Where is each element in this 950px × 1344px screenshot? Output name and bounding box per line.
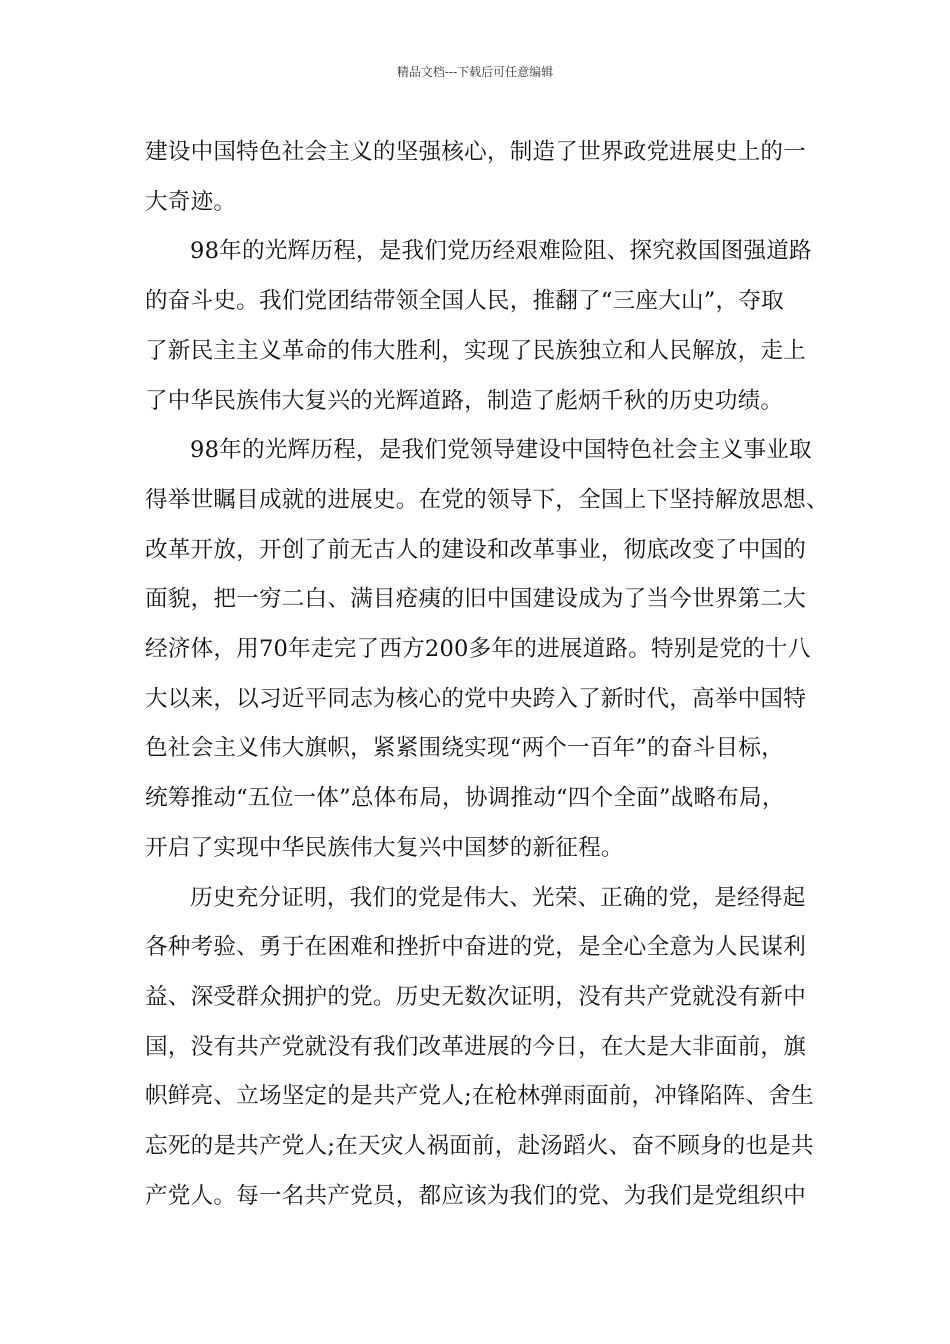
text-line: 色社会主义伟大旗帜，紧紧围绕实现“两个一百年”的奋斗目标， bbox=[145, 735, 784, 762]
text-line: 98年的光辉历程，是我们党领导建设中国特色社会主义事业取 bbox=[190, 437, 812, 464]
text-line: 统筹推动“五位一体”总体布局，协调推动“四个全面”战略布局， bbox=[145, 785, 785, 812]
text-line: 得举世瞩目成就的进展史。在党的领导下，全国上下坚持解放思想、 bbox=[145, 486, 829, 513]
text-line: 的奋斗史。我们党团结带领全国人民，推翻了“三座大山”，夺取 bbox=[145, 288, 784, 315]
text-line: 大奇迹。 bbox=[145, 188, 237, 215]
paragraph bbox=[145, 128, 825, 227]
text-line: 面貌，把一穷二白、满目疮痍的旧中国建设成为了当今世界第二大 bbox=[145, 586, 807, 613]
text-line: 了新民主主义革命的伟大胜利，实现了民族独立和人民解放，走上 bbox=[145, 337, 807, 364]
paragraph bbox=[145, 227, 825, 426]
text-line: 帜鲜亮、立场坚定的是共产党人;在枪林弹雨面前，冲锋陷阵、舍生 bbox=[145, 1083, 814, 1110]
text-line: 98年的光辉历程，是我们党历经艰难险阻、探究救国图强道路 bbox=[190, 238, 812, 265]
text-line: 了中华民族伟大复兴的光辉道路，制造了彪炳千秋的历史功绩。 bbox=[145, 387, 784, 414]
text-line: 忘死的是共产党人;在天灾人祸面前，赴汤蹈火、奋不顾身的也是共 bbox=[145, 1133, 814, 1160]
paragraph bbox=[145, 874, 825, 1222]
text-line: 产党人。每一名共产党员，都应该为我们的党、为我们是党组织中 bbox=[145, 1182, 807, 1209]
text-line: 建设中国特色社会主义的坚强核心，制造了世界政党进展史上的一 bbox=[145, 139, 807, 165]
text-line: 经济体，用70年走完了西方200多年的进展道路。特别是党的十八 bbox=[145, 636, 811, 663]
page-header: 精品文档---下载后可任意编辑 bbox=[396, 65, 554, 79]
text-line: 益、深受群众拥护的党。历史无数次证明，没有共产党就没有新中 bbox=[145, 983, 807, 1010]
text-line: 大以来，以习近平同志为核心的党中央跨入了新时代，高举中国特 bbox=[145, 685, 807, 712]
text-line: 改革开放，开创了前无古人的建设和改革事业，彻底改变了中国的 bbox=[145, 536, 807, 563]
paragraph bbox=[145, 426, 829, 873]
text-line: 历史充分证明，我们的党是伟大、光荣、正确的党，是经得起 bbox=[190, 884, 806, 911]
text-line: 国，没有共产党就没有我们改革进展的今日，在大是大非面前，旗 bbox=[145, 1033, 807, 1060]
document-body bbox=[145, 128, 829, 1221]
text-line: 开启了实现中华民族伟大复兴中国梦的新征程。 bbox=[145, 834, 624, 861]
text-line: 各种考验、勇于在困难和挫折中奋进的党，是全心全意为人民谋利 bbox=[145, 934, 807, 961]
